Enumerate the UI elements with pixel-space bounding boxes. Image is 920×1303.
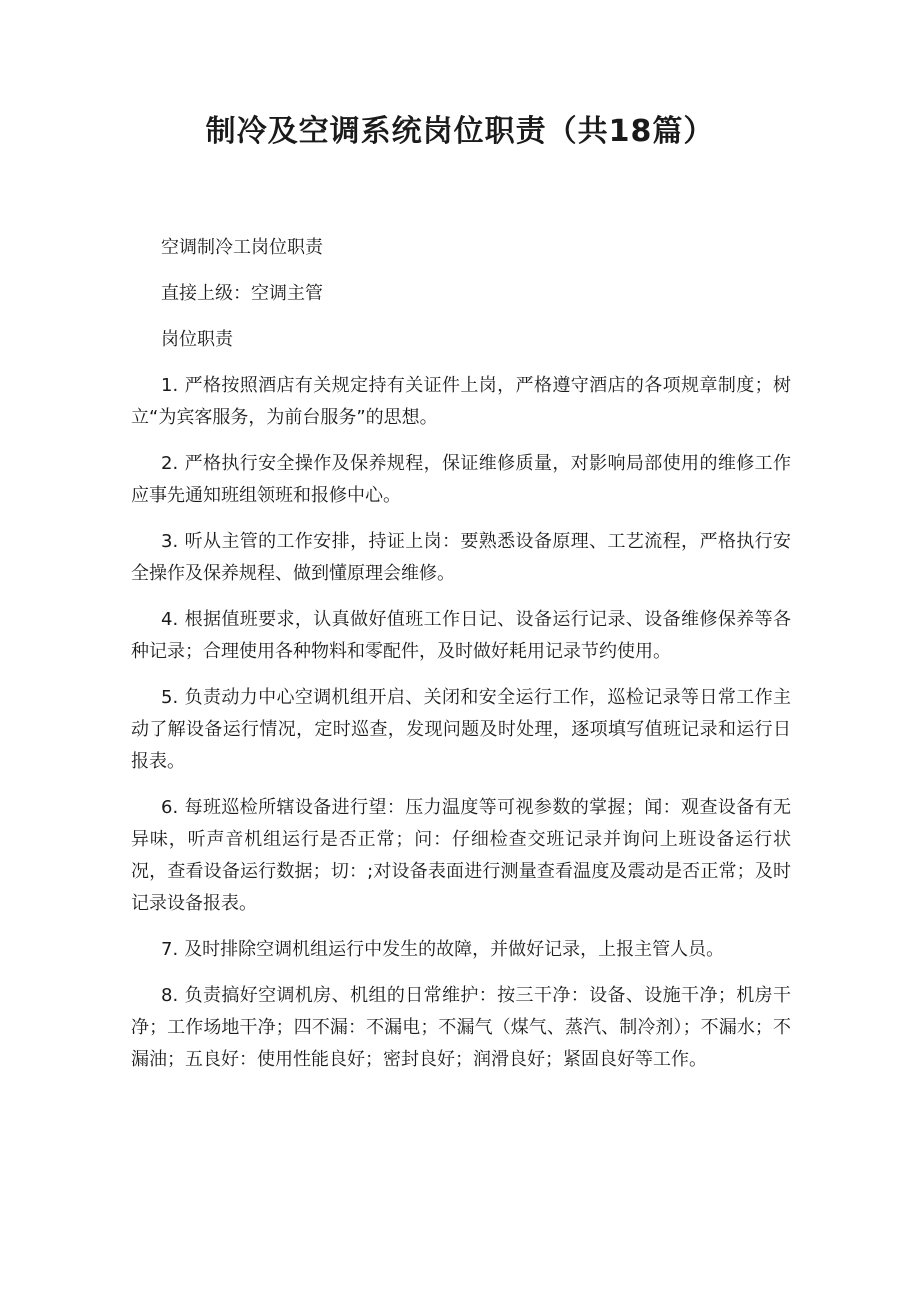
duty-item-5 [131, 682, 791, 778]
section-heading: 岗位职责 [161, 329, 233, 350]
duty-text: 负责搞好空调机房、机组的日常维护：按三干净：设备、设施干净；机房干净；工作场地干净；四不漏：不漏电；不漏气（煤气、蒸汽、制冷剂）；不漏水；不漏油；五良好：使用性能良好；密封良好；润滑良好；紧固良好等工作。 [131, 985, 791, 1070]
duty-item-6 [131, 792, 791, 920]
document-body [131, 232, 791, 1090]
duty-number: 2. [161, 453, 179, 474]
supervisor-line: 直接上级：空调主管 [161, 283, 323, 304]
duty-item-1 [131, 370, 791, 434]
duty-text: 负责动力中心空调机组开启、关闭和安全运行工作，巡检记录等日常工作主动了解设备运行情况，定时巡查，发现问题及时处理，逐项填写值班记录和运行日报表。 [131, 687, 791, 772]
duty-text: 听从主管的工作安排，持证上岗：要熟悉设备原理、工艺流程，严格执行安全操作及保养规程、做到懂原理会维修。 [131, 531, 791, 584]
duty-number: 5. [161, 687, 179, 708]
duty-number: 7. [161, 939, 179, 960]
duty-number: 3. [161, 531, 179, 552]
duty-item-2 [131, 448, 791, 512]
duty-text: 及时排除空调机组运行中发生的故障，并做好记录，上报主管人员。 [184, 939, 725, 960]
duty-text: 严格执行安全操作及保养规程，保证维修质量，对影响局部使用的维修工作应事先通知班组领班和报修中心。 [131, 453, 791, 506]
document-title: 制冷及空调系统岗位职责（共18篇） [205, 114, 715, 149]
duty-number: 1. [161, 375, 179, 396]
duty-number: 8. [161, 985, 179, 1006]
duty-item-4 [131, 604, 791, 668]
duty-text: 根据值班要求，认真做好值班工作日记、设备运行记录、设备维修保养等各种记录；合理使用各种物料和零配件，及时做好耗用记录节约使用。 [131, 609, 791, 662]
duty-text: 严格按照酒店有关规定持有关证件上岗，严格遵守酒店的各项规章制度；树立“为宾客服务，为前台服务”的思想。 [131, 375, 791, 428]
duty-item-3 [131, 526, 791, 590]
duty-item-8 [131, 980, 791, 1076]
duty-item-7 [131, 934, 791, 966]
duty-text: 每班巡检所辖设备进行望：压力温度等可视参数的掌握；闻：观查设备有无异味，听声音机组运行是否正常；问：仔细检查交班记录并询问上班设备运行状况，查看设备运行数据；切：;对设备表面进行测量查看温度及震动是否正常；及时记录设备报表。 [131, 797, 791, 914]
duty-number: 4. [161, 609, 179, 630]
position-title: 空调制冷工岗位职责 [161, 237, 323, 258]
duty-number: 6. [161, 797, 179, 818]
